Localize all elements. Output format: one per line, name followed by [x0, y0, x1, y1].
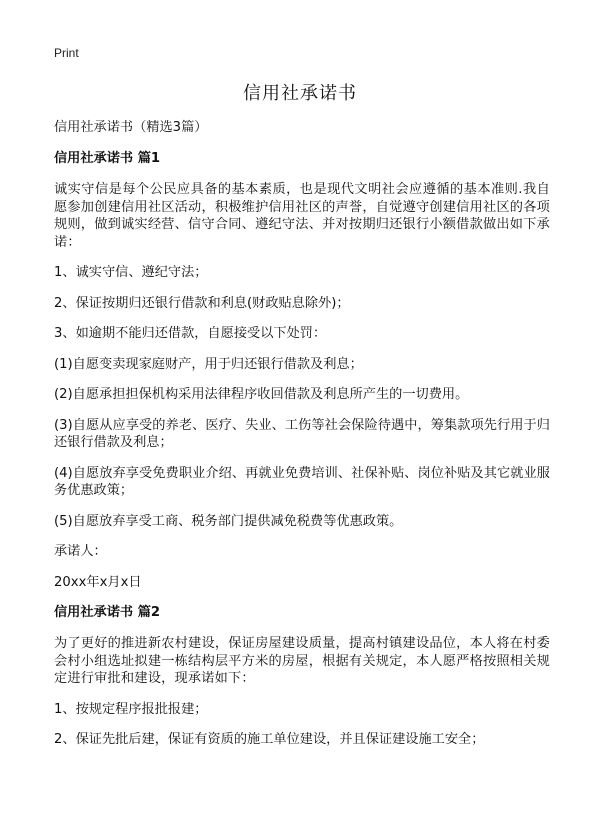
document-body: [54, 119, 550, 762]
date-line: 20xx年x月x日: [54, 574, 142, 590]
list-item: 1、诚实守信、遵纪守法；: [54, 265, 208, 280]
sub-list-item: (1)自愿变卖现家庭财产，用于归还银行借款及利息；: [54, 356, 363, 372]
sub-list-item: (2)自愿承担担保机构采用法律程序收回借款及利息所产生的一切费用。: [54, 387, 469, 402]
paragraph: 诚实守信是每个公民应具备的基本素质，也是现代文明社会应遵循的基本准则.我自愿参加创建信用社区活动，积极维护信用社区的声誉，自觉遵守创建信用社区的各项规则，做到诚实经营、信守合同、遵纪守法、并对按期归还银行小额借款做出如下承诺：: [54, 182, 550, 250]
sub-list-item: (5)自愿放弃享受工商、税务部门提供减免税费等优惠政策。: [54, 513, 403, 529]
sub-list-item: (4)自愿放弃享受免费职业介绍、再就业免费培训、社保补贴、岗位补贴及其它就业服务优惠政策；: [54, 465, 550, 498]
paragraph: 为了更好的推进新农村建设，保证房屋建设质量，提高村镇建设品位，本人将在村委会村小组选址拟建一栋结构层平方米的房屋，根据有关规定，本人愿严格按照相关规定进行审批和建设，现承诺如下：: [54, 636, 550, 686]
document-title: 信用社承诺书: [243, 83, 357, 104]
list-item: 2、保证按期归还银行借款和利息(财政贴息除外)；: [54, 295, 350, 311]
section-heading: 信用社承诺书 篇2: [54, 605, 161, 620]
list-item: 3、如逾期不能归还借款，自愿接受以下处罚：: [54, 326, 327, 341]
section-heading: 信用社承诺书 篇1: [54, 151, 161, 166]
sub-list-item: (3)自愿从应享受的养老、医疗、失业、工伤等社会保险待遇中，筹集款项先行用于归还银行借款及利息；: [54, 417, 550, 450]
signatory-label: 承诺人：: [54, 544, 107, 559]
document-subtitle: 信用社承诺书（精选3篇）: [54, 120, 208, 135]
list-item: 2、保证先批后建，保证有资质的施工单位建设，并且保证建设施工安全；: [54, 732, 485, 747]
print-link[interactable]: Print: [54, 46, 79, 60]
list-item: 1、按规定程序报批报建；: [54, 701, 208, 717]
